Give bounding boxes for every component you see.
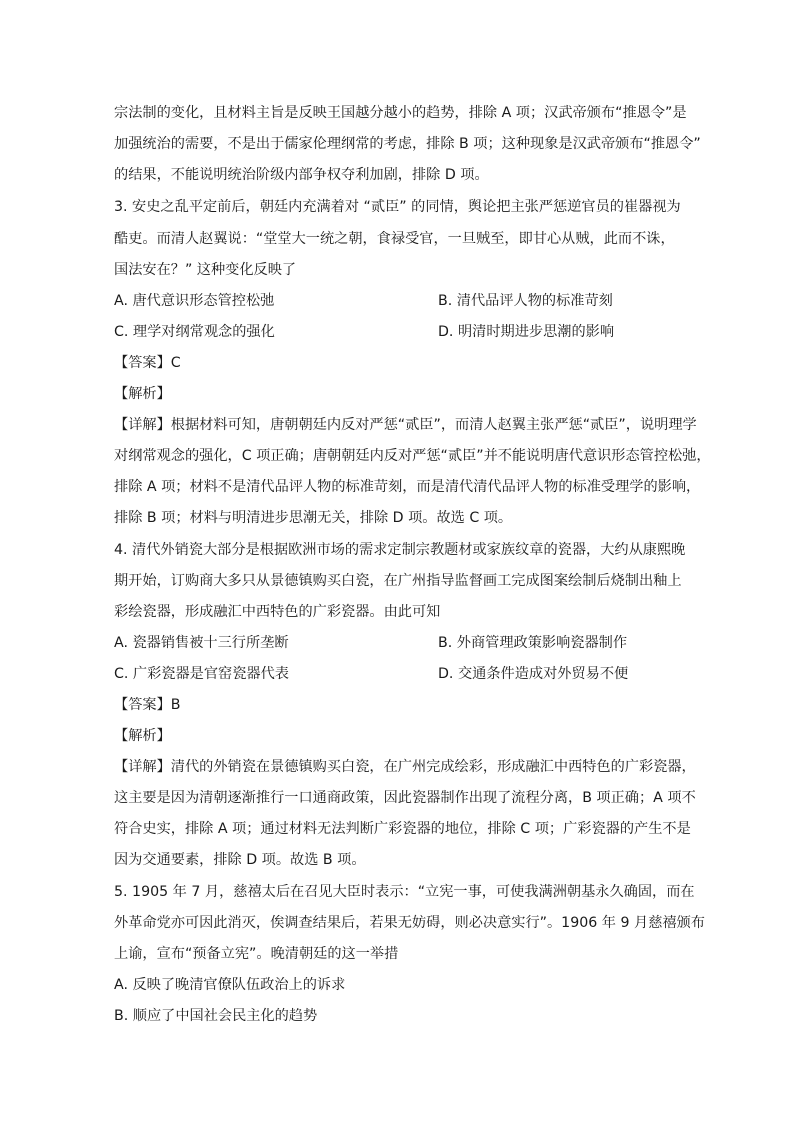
q4-option-d: D. 交通条件造成对外贸易不便 <box>438 666 629 682</box>
q4-option-c: C. 广彩瓷器是官窑瓷器代表 <box>114 666 289 682</box>
intro-line-3: 的结果，不能说明统治阶级内部争权夺利加剧，排除 D 项。 <box>114 167 489 183</box>
q4-detail-line-2: 这主要是因为清朝逐渐推行一口通商政策，因此瓷器制作出现了流程分离，B 项正确；A 项不 <box>114 790 696 806</box>
q4-detail-line-3: 符合史实，排除 A 项；通过材料无法判断广彩瓷器的地位，排除 C 项；广彩瓷器的产生不是 <box>114 821 691 837</box>
q3-detail-line-3: 排除 A 项；材料不是清代品评人物的标准苛刻，而是清代清代品评人物的标准受理学的影响， <box>114 479 701 495</box>
q4-answer: 【答案】B <box>114 697 181 713</box>
q5-option-b: B. 顺应了中国社会民主化的趋势 <box>114 1008 318 1024</box>
q4-option-b: B. 外商管理政策影响瓷器制作 <box>438 635 628 651</box>
q4-detail-line-1: 【详解】清代的外销瓷在景德镇购买白瓷，在广州完成绘彩，形成融汇中西特色的广彩瓷器， <box>114 759 696 775</box>
q4-option-a: A. 瓷器销售被十三行所垄断 <box>114 635 289 651</box>
q4-stem-line-2: 期开始，订购商大多只从景德镇购买白瓷，在广州指导监督画工完成图案绘制后烧制出釉上 <box>114 573 682 589</box>
intro-line-1: 宗法制的变化，且材料主旨是反映王国越分越小的趋势，排除 A 项；汉武帝颁布“推恩令”是 <box>114 105 687 121</box>
q5-stem-line-1: 5. 1905 年 7 月，慈禧太后在召见大臣时表示：“立宪一事，可使我满洲朝基永久确固，而在 <box>114 884 695 900</box>
q5-option-a: A. 反映了晚清官僚队伍政治上的诉求 <box>114 977 346 993</box>
q5-stem-line-2: 外革命党亦可因此消灭，俟调查结果后，若果无妨碍，则必决意实行”。1906 年 9 月慈禧颁布 <box>114 915 705 931</box>
q4-detail-line-4: 因为交通要素，排除 D 项。故选 B 项。 <box>114 852 366 868</box>
q3-stem-line-1: 3. 安史之乱平定前后，朝廷内充满着对 “贰臣” 的同情，舆论把主张严惩逆官员的崔器视为 <box>114 199 681 215</box>
q3-option-c: C. 理学对纲常观念的强化 <box>114 324 275 340</box>
q3-stem-line-2: 酷吏。而清人赵翼说：“堂堂大一统之朝，食禄受官，一旦贼至，即甘心从贼，此而不诛， <box>114 231 675 247</box>
q4-analysis-label: 【解析】 <box>114 728 171 744</box>
q3-detail-line-1: 【详解】根据材料可知，唐朝朝廷内反对严惩“贰臣”，而清人赵翼主张严惩“贰臣”，说明理学 <box>114 417 697 433</box>
q4-stem-line-3: 彩绘瓷器，形成融汇中西特色的广彩瓷器。由此可知 <box>114 604 441 620</box>
q3-analysis-label: 【解析】 <box>114 386 171 402</box>
q5-stem-line-3: 上谕，宣布“预备立宪”。晚清朝廷的这一举措 <box>114 946 399 962</box>
intro-line-2: 加强统治的需要，不是出于儒家伦理纲常的考虑，排除 B 项；这种现象是汉武帝颁布“推恩令” <box>114 136 701 152</box>
q3-option-b: B. 清代品评人物的标准苛刻 <box>438 293 613 309</box>
q3-answer: 【答案】C <box>114 355 181 371</box>
q3-detail-line-4: 排除 B 项；材料与明清进步思潮无关，排除 D 项。故选 C 项。 <box>114 510 513 526</box>
q3-option-d: D. 明清时期进步思潮的影响 <box>438 324 615 340</box>
q3-option-a: A. 唐代意识形态管控松弛 <box>114 293 275 309</box>
q3-stem-line-3: 国法安在？” 这种变化反映了 <box>114 262 297 278</box>
q3-detail-line-2: 对纲常观念的强化，C 项正确；唐朝朝廷内反对严惩“贰臣”并不能说明唐代意识形态管控松弛， <box>114 448 711 464</box>
q4-stem-line-1: 4. 清代外销瓷大部分是根据欧洲市场的需求定制宗教题材或家族纹章的瓷器，大约从康熙晚 <box>114 542 686 558</box>
